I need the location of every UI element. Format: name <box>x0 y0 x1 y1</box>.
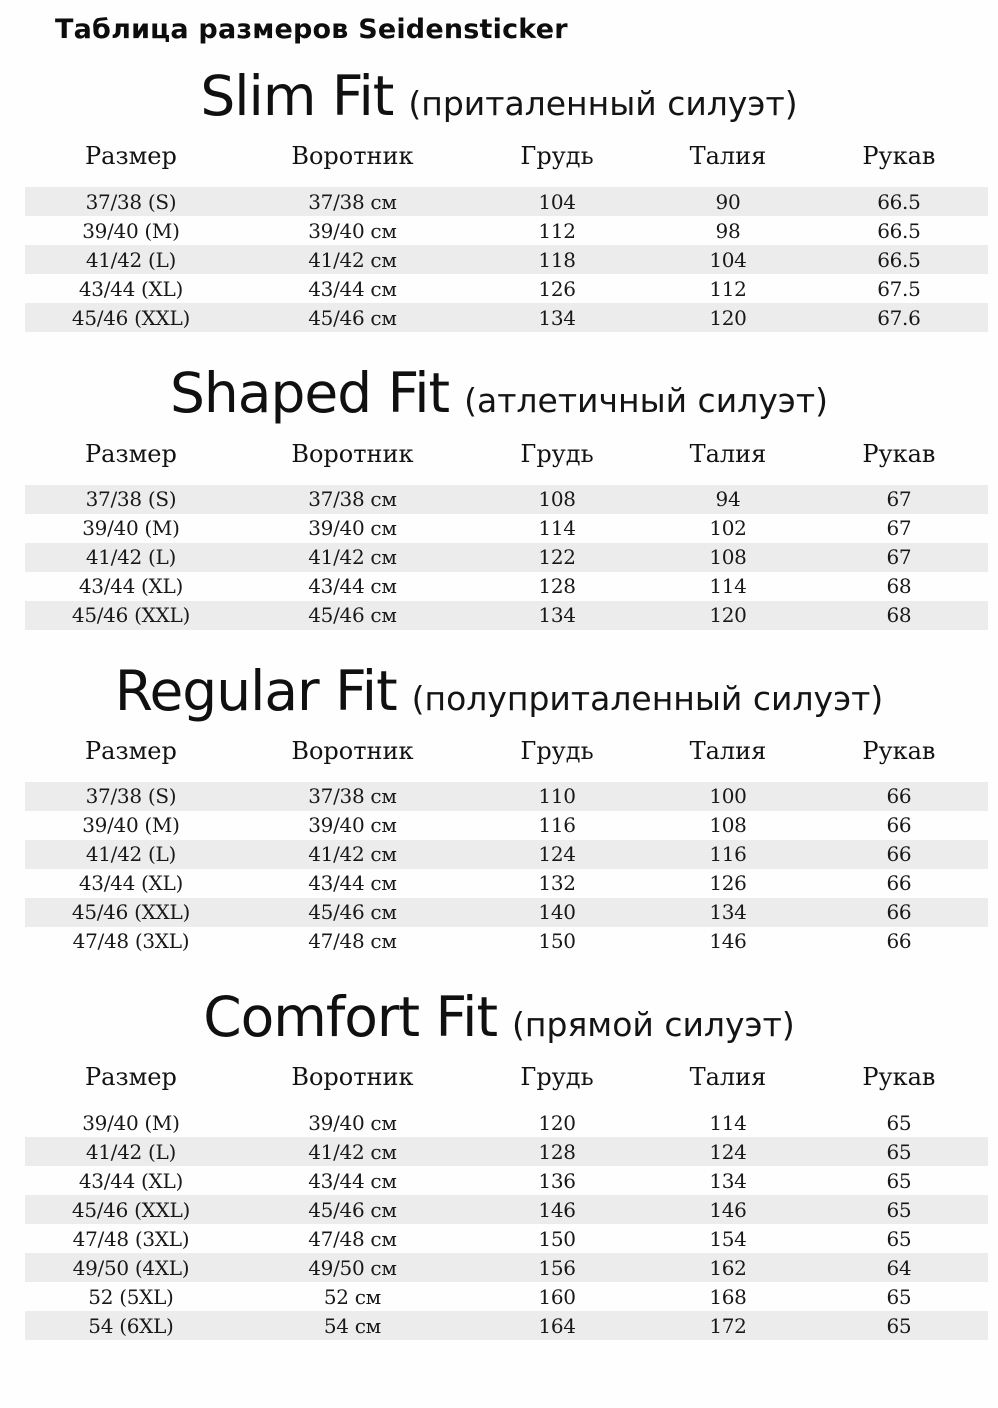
cell-size: 45/46 (XXL) <box>71 900 190 925</box>
cell-collar: 41/42 см <box>308 545 397 569</box>
cell-sleeve: 66 <box>886 784 912 809</box>
cell-size: 47/48 (3XL) <box>72 929 190 954</box>
cell-chest: 140 <box>538 900 576 925</box>
table-body <box>25 485 988 630</box>
cell-sleeve: 66.5 <box>877 247 921 272</box>
table-row <box>25 1137 988 1166</box>
cell-size: 41/42 (L) <box>85 247 177 272</box>
cell-size: 41/42 (L) <box>85 842 177 867</box>
cell-size: 54 (6XL) <box>88 1313 174 1338</box>
cell-sleeve: 67 <box>886 487 912 511</box>
cell-chest: 132 <box>538 871 576 896</box>
cell-waist: 90 <box>715 189 741 214</box>
cell-collar: 43/44 см <box>308 574 397 598</box>
cell-size: 39/40 (M) <box>82 813 180 838</box>
cell-size: 39/40 (M) <box>82 1110 180 1135</box>
column-header: Размер <box>85 736 177 765</box>
cell-chest: 122 <box>538 545 576 569</box>
cell-collar: 39/40 см <box>308 218 397 243</box>
table-row <box>25 543 988 572</box>
cell-collar: 45/46 см <box>308 305 397 330</box>
cell-collar: 37/38 см <box>308 784 397 809</box>
section-title: Comfort Fit <box>203 984 498 1049</box>
cell-chest: 120 <box>538 1110 576 1135</box>
cell-size: 41/42 (L) <box>85 545 177 569</box>
cell-chest: 136 <box>538 1168 576 1193</box>
table-row <box>25 1166 988 1195</box>
cell-sleeve: 65 <box>886 1168 912 1193</box>
section-heading <box>0 362 998 425</box>
section-title: Slim Fit <box>200 64 394 128</box>
cell-sleeve: 66 <box>886 842 912 867</box>
table-row <box>25 1108 988 1137</box>
cell-size: 39/40 (M) <box>82 516 180 540</box>
table-row <box>25 274 988 303</box>
table-row <box>25 811 988 840</box>
cell-sleeve: 64 <box>886 1255 912 1280</box>
table-row <box>25 1224 988 1253</box>
table-body <box>25 782 988 956</box>
table-row <box>25 840 988 869</box>
table-row <box>25 514 988 543</box>
cell-waist: 154 <box>709 1226 747 1251</box>
table-row <box>25 572 988 601</box>
cell-sleeve: 65 <box>886 1284 912 1309</box>
section-heading <box>0 660 998 723</box>
cell-collar: 43/44 см <box>308 276 397 301</box>
cell-waist: 162 <box>709 1255 747 1280</box>
cell-chest: 146 <box>538 1197 576 1222</box>
section-subtitle: (атлетичный силуэт) <box>464 381 828 421</box>
cell-collar: 41/42 см <box>308 247 397 272</box>
cell-collar: 43/44 см <box>308 1168 397 1193</box>
cell-size: 45/46 (XXL) <box>71 603 190 627</box>
table-row <box>25 1282 988 1311</box>
cell-collar: 54 см <box>323 1313 381 1338</box>
cell-chest: 134 <box>538 603 576 627</box>
cell-sleeve: 65 <box>886 1197 912 1222</box>
column-header-row <box>25 737 988 765</box>
table-row <box>25 485 988 514</box>
table-row <box>25 927 988 956</box>
cell-waist: 94 <box>715 487 741 511</box>
fit-section <box>0 362 998 629</box>
cell-chest: 128 <box>538 574 576 598</box>
column-header: Рукав <box>862 439 936 468</box>
table-row <box>25 303 988 332</box>
column-header-row <box>25 1063 988 1091</box>
table-row <box>25 869 988 898</box>
cell-chest: 150 <box>538 1226 576 1251</box>
cell-chest: 150 <box>538 929 576 954</box>
table-row <box>25 1195 988 1224</box>
table-body <box>25 1108 988 1340</box>
column-header: Талия <box>689 1063 767 1091</box>
cell-size: 45/46 (XXL) <box>71 305 190 330</box>
cell-collar: 39/40 см <box>308 516 397 540</box>
column-header: Талия <box>689 439 767 468</box>
cell-waist: 100 <box>709 784 747 809</box>
cell-chest: 134 <box>538 305 576 330</box>
cell-collar: 39/40 см <box>308 1110 397 1135</box>
cell-sleeve: 66 <box>886 929 912 954</box>
cell-waist: 134 <box>709 900 747 925</box>
column-header-row <box>25 142 988 170</box>
cell-chest: 124 <box>538 842 576 867</box>
cell-size: 47/48 (3XL) <box>72 1226 190 1251</box>
sections <box>0 65 998 1340</box>
section-heading <box>0 65 998 128</box>
cell-sleeve: 65 <box>886 1226 912 1251</box>
cell-chest: 114 <box>538 516 576 540</box>
table-row <box>25 898 988 927</box>
cell-sleeve: 65 <box>886 1313 912 1338</box>
cell-waist: 168 <box>709 1284 747 1309</box>
column-header-row <box>25 440 988 468</box>
cell-chest: 160 <box>538 1284 576 1309</box>
cell-chest: 164 <box>538 1313 576 1338</box>
cell-chest: 110 <box>538 784 576 809</box>
size-table <box>25 440 988 630</box>
cell-waist: 172 <box>709 1313 747 1338</box>
column-header: Размер <box>85 1063 177 1091</box>
cell-sleeve: 66 <box>886 900 912 925</box>
cell-waist: 134 <box>709 1168 747 1193</box>
cell-sleeve: 67.5 <box>877 276 921 301</box>
cell-size: 37/38 (S) <box>85 487 177 511</box>
cell-chest: 128 <box>538 1139 576 1164</box>
table-row <box>25 1311 988 1340</box>
cell-waist: 116 <box>709 842 747 867</box>
fit-section <box>0 986 998 1340</box>
cell-waist: 104 <box>709 247 747 272</box>
table-body <box>25 187 988 332</box>
cell-waist: 120 <box>709 603 747 627</box>
table-row <box>25 245 988 274</box>
cell-sleeve: 67 <box>886 516 912 540</box>
column-header: Размер <box>85 439 177 468</box>
column-header: Рукав <box>862 142 936 171</box>
table-row <box>25 187 988 216</box>
cell-chest: 126 <box>538 276 576 301</box>
cell-waist: 108 <box>709 545 747 569</box>
cell-size: 43/44 (XL) <box>78 1168 183 1193</box>
cell-size: 52 (5XL) <box>88 1284 174 1309</box>
cell-sleeve: 67.6 <box>877 305 921 330</box>
section-subtitle: (полуприталенный силуэт) <box>411 678 884 718</box>
cell-collar: 45/46 см <box>308 900 397 925</box>
cell-chest: 104 <box>538 189 576 214</box>
cell-collar: 41/42 см <box>308 1139 397 1164</box>
column-header: Грудь <box>520 142 594 171</box>
cell-collar: 37/38 см <box>308 487 397 511</box>
cell-sleeve: 66 <box>886 813 912 838</box>
fit-section <box>0 65 998 332</box>
cell-size: 41/42 (L) <box>85 1139 177 1164</box>
cell-size: 37/38 (S) <box>85 189 177 214</box>
cell-collar: 47/48 см <box>308 1226 397 1251</box>
cell-collar: 41/42 см <box>308 842 397 867</box>
cell-collar: 47/48 см <box>308 929 397 954</box>
cell-waist: 108 <box>709 813 747 838</box>
cell-waist: 124 <box>709 1139 747 1164</box>
cell-collar: 49/50 см <box>308 1255 397 1280</box>
section-heading <box>0 986 998 1049</box>
cell-chest: 118 <box>538 247 576 272</box>
cell-sleeve: 66.5 <box>877 218 921 243</box>
column-header: Грудь <box>520 439 594 468</box>
cell-waist: 120 <box>709 305 747 330</box>
cell-collar: 37/38 см <box>308 189 397 214</box>
section-subtitle: (прямой силуэт) <box>512 1004 795 1044</box>
cell-size: 43/44 (XL) <box>78 871 183 896</box>
cell-sleeve: 67 <box>886 545 912 569</box>
cell-collar: 39/40 см <box>308 813 397 838</box>
cell-waist: 98 <box>715 218 741 243</box>
size-table <box>25 1063 988 1340</box>
cell-chest: 108 <box>538 487 576 511</box>
section-title: Shaped Fit <box>170 361 450 426</box>
cell-chest: 116 <box>538 813 576 838</box>
column-header: Воротник <box>291 1063 414 1091</box>
cell-size: 43/44 (XL) <box>78 574 183 598</box>
cell-sleeve: 68 <box>886 603 912 627</box>
cell-waist: 146 <box>709 1197 747 1222</box>
cell-chest: 112 <box>538 218 576 243</box>
cell-waist: 114 <box>709 574 747 598</box>
column-header: Рукав <box>862 736 936 765</box>
cell-waist: 112 <box>709 276 747 301</box>
column-header: Воротник <box>291 439 414 468</box>
cell-sleeve: 65 <box>886 1139 912 1164</box>
table-row <box>25 782 988 811</box>
cell-waist: 126 <box>709 871 747 896</box>
cell-size: 43/44 (XL) <box>78 276 183 301</box>
fit-section <box>0 660 998 956</box>
cell-waist: 114 <box>709 1110 747 1135</box>
size-table <box>25 142 988 332</box>
column-header: Талия <box>689 142 767 171</box>
cell-waist: 146 <box>709 929 747 954</box>
size-table <box>25 737 988 956</box>
column-header: Талия <box>689 736 767 765</box>
column-header: Рукав <box>862 1063 936 1091</box>
cell-collar: 45/46 см <box>308 1197 397 1222</box>
column-header: Грудь <box>520 1063 594 1091</box>
cell-size: 45/46 (XXL) <box>71 1197 190 1222</box>
column-header: Воротник <box>291 736 414 765</box>
cell-size: 39/40 (M) <box>82 218 180 243</box>
table-row <box>25 216 988 245</box>
column-header: Грудь <box>520 736 594 765</box>
cell-sleeve: 66 <box>886 871 912 896</box>
cell-waist: 102 <box>709 516 747 540</box>
table-row <box>25 1253 988 1282</box>
column-header: Воротник <box>291 142 414 171</box>
section-subtitle: (приталенный силуэт) <box>408 84 798 123</box>
cell-collar: 52 см <box>323 1284 381 1309</box>
page-title: Таблица размеров Seidensticker <box>55 14 568 45</box>
column-header: Размер <box>85 142 177 171</box>
cell-sleeve: 65 <box>886 1110 912 1135</box>
cell-sleeve: 66.5 <box>877 189 921 214</box>
cell-collar: 43/44 см <box>308 871 397 896</box>
cell-size: 49/50 (4XL) <box>72 1255 190 1280</box>
cell-collar: 45/46 см <box>308 603 397 627</box>
section-title: Regular Fit <box>114 658 397 723</box>
cell-sleeve: 68 <box>886 574 912 598</box>
cell-chest: 156 <box>538 1255 576 1280</box>
table-row <box>25 601 988 630</box>
cell-size: 37/38 (S) <box>85 784 177 809</box>
